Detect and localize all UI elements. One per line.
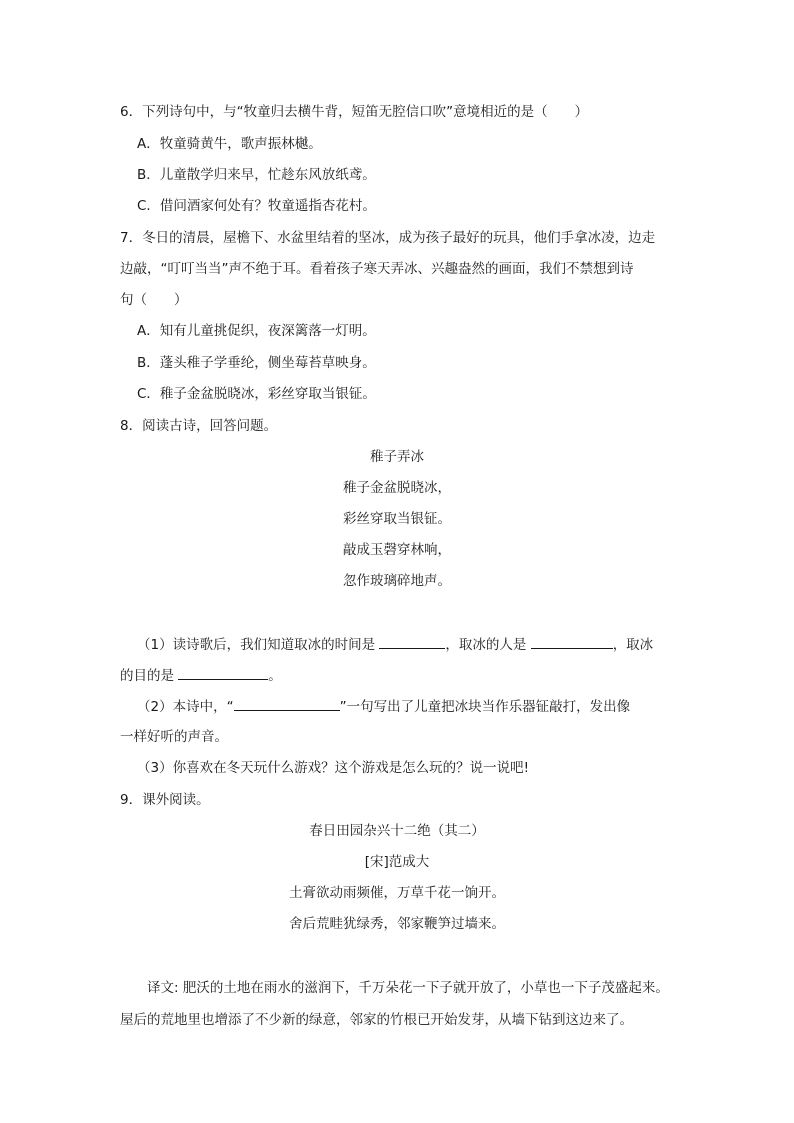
question-7-stem-line-3: 句（ ） <box>120 292 188 308</box>
sub-question-3: （3）你喜欢在冬天玩什么游戏？这个游戏是怎么玩的？说一说吧! <box>137 760 530 776</box>
question-7-stem-line-1: 7．冬日的清晨，屋檐下、水盆里结着的坚冰，成为孩子最好的玩具，他们手拿冰凌，边走 <box>120 230 656 246</box>
poem-line: 彩丝穿取当银钲。 <box>343 511 451 527</box>
question-9-stem: 9．课外阅读。 <box>120 792 210 808</box>
answer-blank-purpose[interactable] <box>178 665 268 680</box>
sub-question-1-text: ，取冰的人是 <box>445 637 527 653</box>
question-6-option-a: A．牧童骑黄牛，歌声振林樾。 <box>137 136 322 152</box>
question-8-stem: 8．阅读古诗，回答问题。 <box>120 418 278 434</box>
sub-question-1-text: ，取冰 <box>612 637 654 653</box>
answer-blank-time[interactable] <box>379 634 445 649</box>
poem-title: 春日田园杂兴十二绝（其二） <box>309 823 485 839</box>
sub-question-1-text: （1）读诗歌后，我们知道取冰的时间是 <box>137 637 376 653</box>
poem-author: [宋]范成大 <box>364 854 430 870</box>
sub-question-2-continued: 一样好听的声音。 <box>120 729 228 745</box>
answer-blank-verse[interactable] <box>234 696 340 711</box>
question-6-option-c: C．借问酒家何处有？牧童遥指杏花村。 <box>137 198 376 214</box>
poem-line: 稚子金盆脱晓冰， <box>343 480 451 496</box>
poem-line: 舍后荒畦犹绿秀，邻家鞭笋过墙来。 <box>289 916 505 932</box>
question-6-stem: 6．下列诗句中，与“牧童归去横牛背，短笛无腔信口吹”意境相近的是（ ） <box>120 104 589 120</box>
sub-question-1-continued <box>120 665 282 686</box>
sub-question-1 <box>137 634 653 655</box>
poem-translation: 译文: 肥沃的土地在雨水的滋润下，千万朵花一下子就开放了，小草也一下子茂盛起来。屋后的荒地里也增添了不少新的绿意，邻家的竹根已开始发芽，从墙下钻到这边来了。 <box>120 980 669 1028</box>
answer-blank-person[interactable] <box>531 634 613 649</box>
question-7-option-b: B．蓬头稚子学垂纶，侧坐莓苔草映身。 <box>137 355 376 371</box>
sub-question-1-text: 。 <box>268 668 282 684</box>
sub-question-1-text: 的目的是 <box>120 668 174 684</box>
poem-title: 稚子弄冰 <box>370 449 424 465</box>
sub-question-2-text: （2）本诗中，“ <box>137 699 234 715</box>
poem-line: 忽作玻璃碎地声。 <box>343 573 451 589</box>
poem-line: 敲成玉磬穿林响， <box>343 542 451 558</box>
question-7-option-a: A．知有儿童挑促织，夜深篱落一灯明。 <box>137 323 376 339</box>
sub-question-2-text: ”一句写出了儿童把冰块当作乐器钲敲打，发出像 <box>339 699 631 715</box>
poem-line: 土膏欲动雨频催，万草千花一饷开。 <box>289 885 505 901</box>
question-7-stem-line-2: 边敲，“叮叮当当”声不绝于耳。看着孩子寒天弄冰、兴趣盎然的画面，我们不禁想到诗 <box>120 261 634 277</box>
question-7-option-c: C．稚子金盆脱晓冰，彩丝穿取当银钲。 <box>137 386 376 402</box>
question-6-option-b: B．儿童散学归来早，忙趁东风放纸鸢。 <box>137 167 376 183</box>
sub-question-2 <box>137 696 630 717</box>
